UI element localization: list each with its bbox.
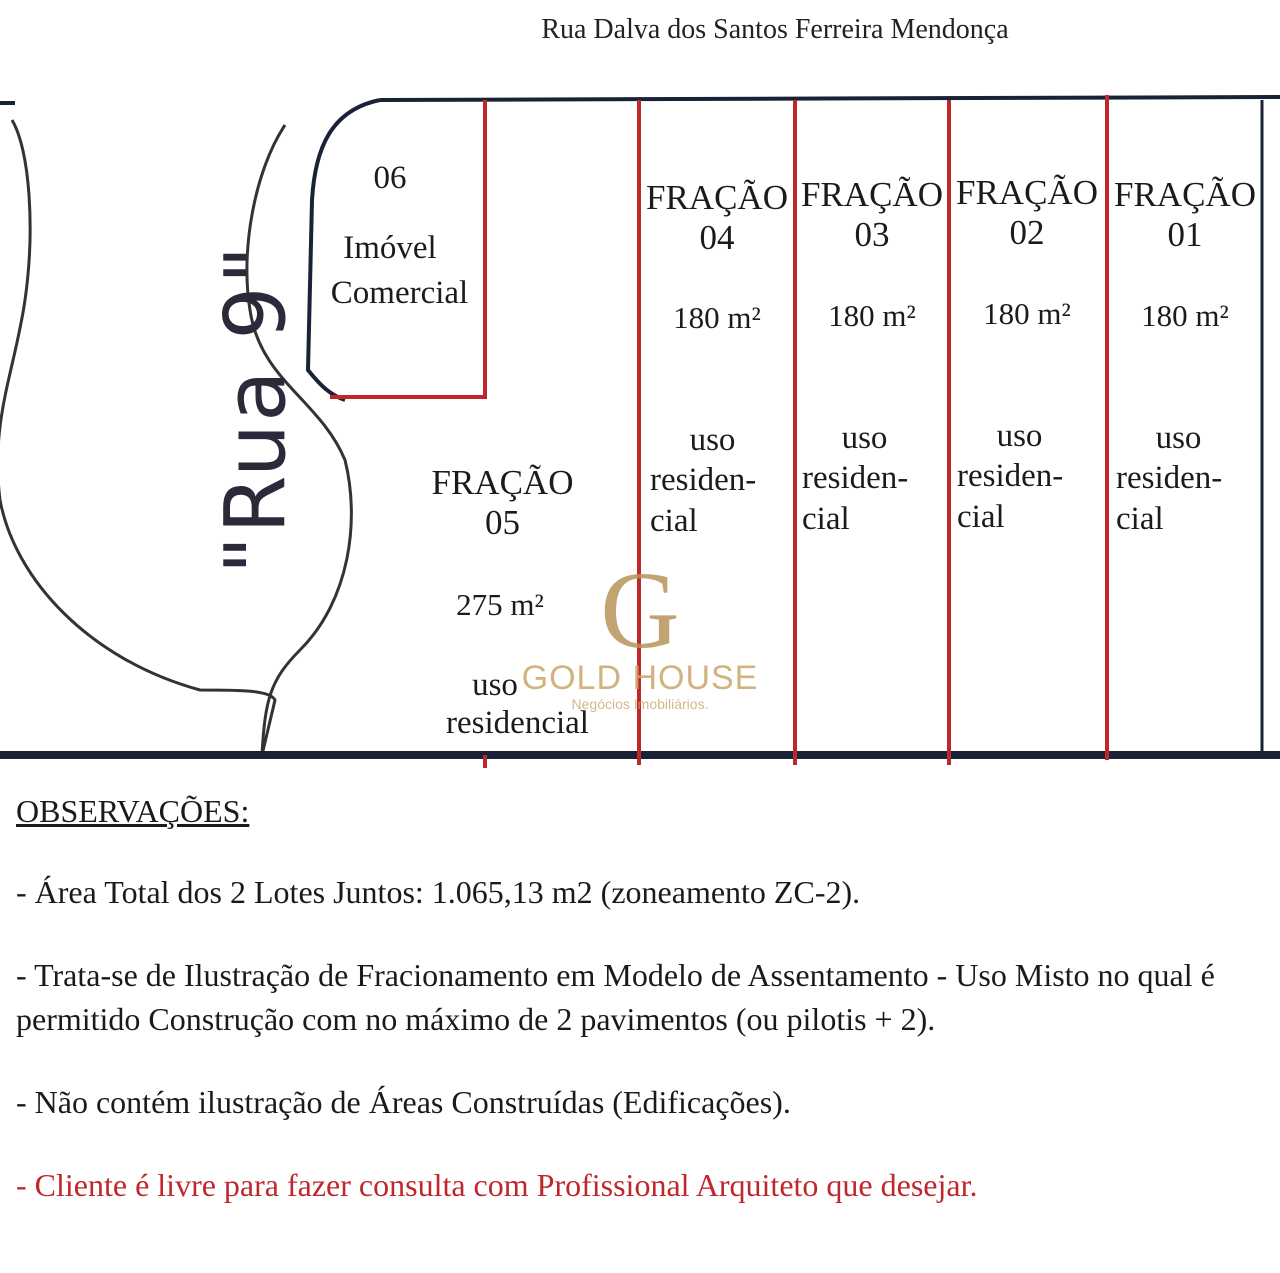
fraction-05-uso-2: residencial	[446, 705, 589, 741]
fraction-02-uso-1: uso	[996, 418, 1043, 454]
fraction-03-uso	[802, 418, 947, 539]
fraction-03-title	[797, 175, 947, 256]
fraction-04-uso	[650, 420, 795, 541]
observation-model: - Trata-se de Ilustração de Fracionamento em Modelo de Assentamento - Uso Misto no qual é permitido Construção com no máximo de 2 pavimentos (ou pilotis + 2).	[16, 957, 1215, 1037]
observation-no-buildings: - Não contém ilustração de Áreas Construídas (Edificações).	[16, 1083, 791, 1120]
fraction-03-number: 03	[854, 215, 890, 255]
lot-06-label-2: Comercial	[330, 275, 469, 311]
observations	[16, 790, 1266, 1247]
fraction-02-uso	[957, 416, 1102, 537]
fraction-01-title-word: FRAÇÃO	[1114, 175, 1256, 214]
observation-total-area: - Área Total dos 2 Lotes Juntos: 1.065,13 m2 (zoneamento ZC-2).	[16, 874, 861, 911]
fraction-01-uso	[1116, 418, 1261, 539]
gold-house-logo	[510, 549, 770, 712]
fraction-04-uso-2: residen-	[650, 462, 757, 499]
fraction-03-uso-1: uso	[841, 420, 888, 456]
fraction-05-title-word: FRAÇÃO	[431, 463, 574, 502]
fraction-02-uso-3: cial	[957, 498, 1005, 535]
fraction-02-title	[952, 173, 1102, 254]
fraction-01-uso-1: uso	[1155, 420, 1202, 456]
fraction-02-number: 02	[1009, 213, 1045, 253]
fraction-04-number: 04	[699, 218, 735, 258]
fraction-01-uso-2: residen-	[1116, 460, 1223, 497]
observations-heading: OBSERVAÇÕES:	[16, 793, 250, 829]
gold-house-monogram-icon: G	[600, 549, 680, 671]
fraction-01-number: 01	[1167, 215, 1203, 255]
fraction-05-area: 275 m²	[456, 587, 544, 622]
fraction-02-area: 180 m²	[983, 296, 1071, 331]
gold-house-tagline: Negócios Imobiliários.	[571, 696, 709, 712]
lot-06-number: 06	[373, 160, 407, 196]
fraction-05-uso-1: uso	[472, 667, 518, 703]
fraction-01-area: 180 m²	[1141, 298, 1229, 333]
fraction-04-uso-3: cial	[650, 502, 698, 539]
gold-house-name: GOLD HOUSE	[521, 659, 759, 697]
observation-architect: - Cliente é livre para fazer consulta com Profissional Arquiteto que desejar.	[16, 1166, 978, 1203]
fraction-03-uso-2: residen-	[802, 460, 909, 497]
fraction-04-title-word: FRAÇÃO	[646, 178, 788, 217]
side-street-name: "Rua 9"	[206, 243, 305, 575]
fraction-04-title	[642, 178, 792, 259]
fraction-01-uso-3: cial	[1116, 500, 1164, 537]
fraction-02-title-word: FRAÇÃO	[956, 173, 1098, 212]
fraction-01-title	[1110, 175, 1260, 256]
street-name: Rua Dalva dos Santos Ferreira Mendonça	[541, 14, 1009, 45]
fraction-04-area: 180 m²	[673, 300, 761, 335]
fraction-02-uso-2: residen-	[957, 458, 1064, 495]
fraction-05-title	[420, 463, 585, 544]
fraction-03-title-word: FRAÇÃO	[801, 175, 943, 214]
fraction-04-uso-1: uso	[689, 422, 736, 458]
fraction-05-number: 05	[485, 503, 520, 543]
fraction-03-area: 180 m²	[828, 298, 916, 333]
lot-06-label-1: Imóvel	[343, 230, 437, 266]
fraction-03-uso-3: cial	[802, 500, 850, 537]
